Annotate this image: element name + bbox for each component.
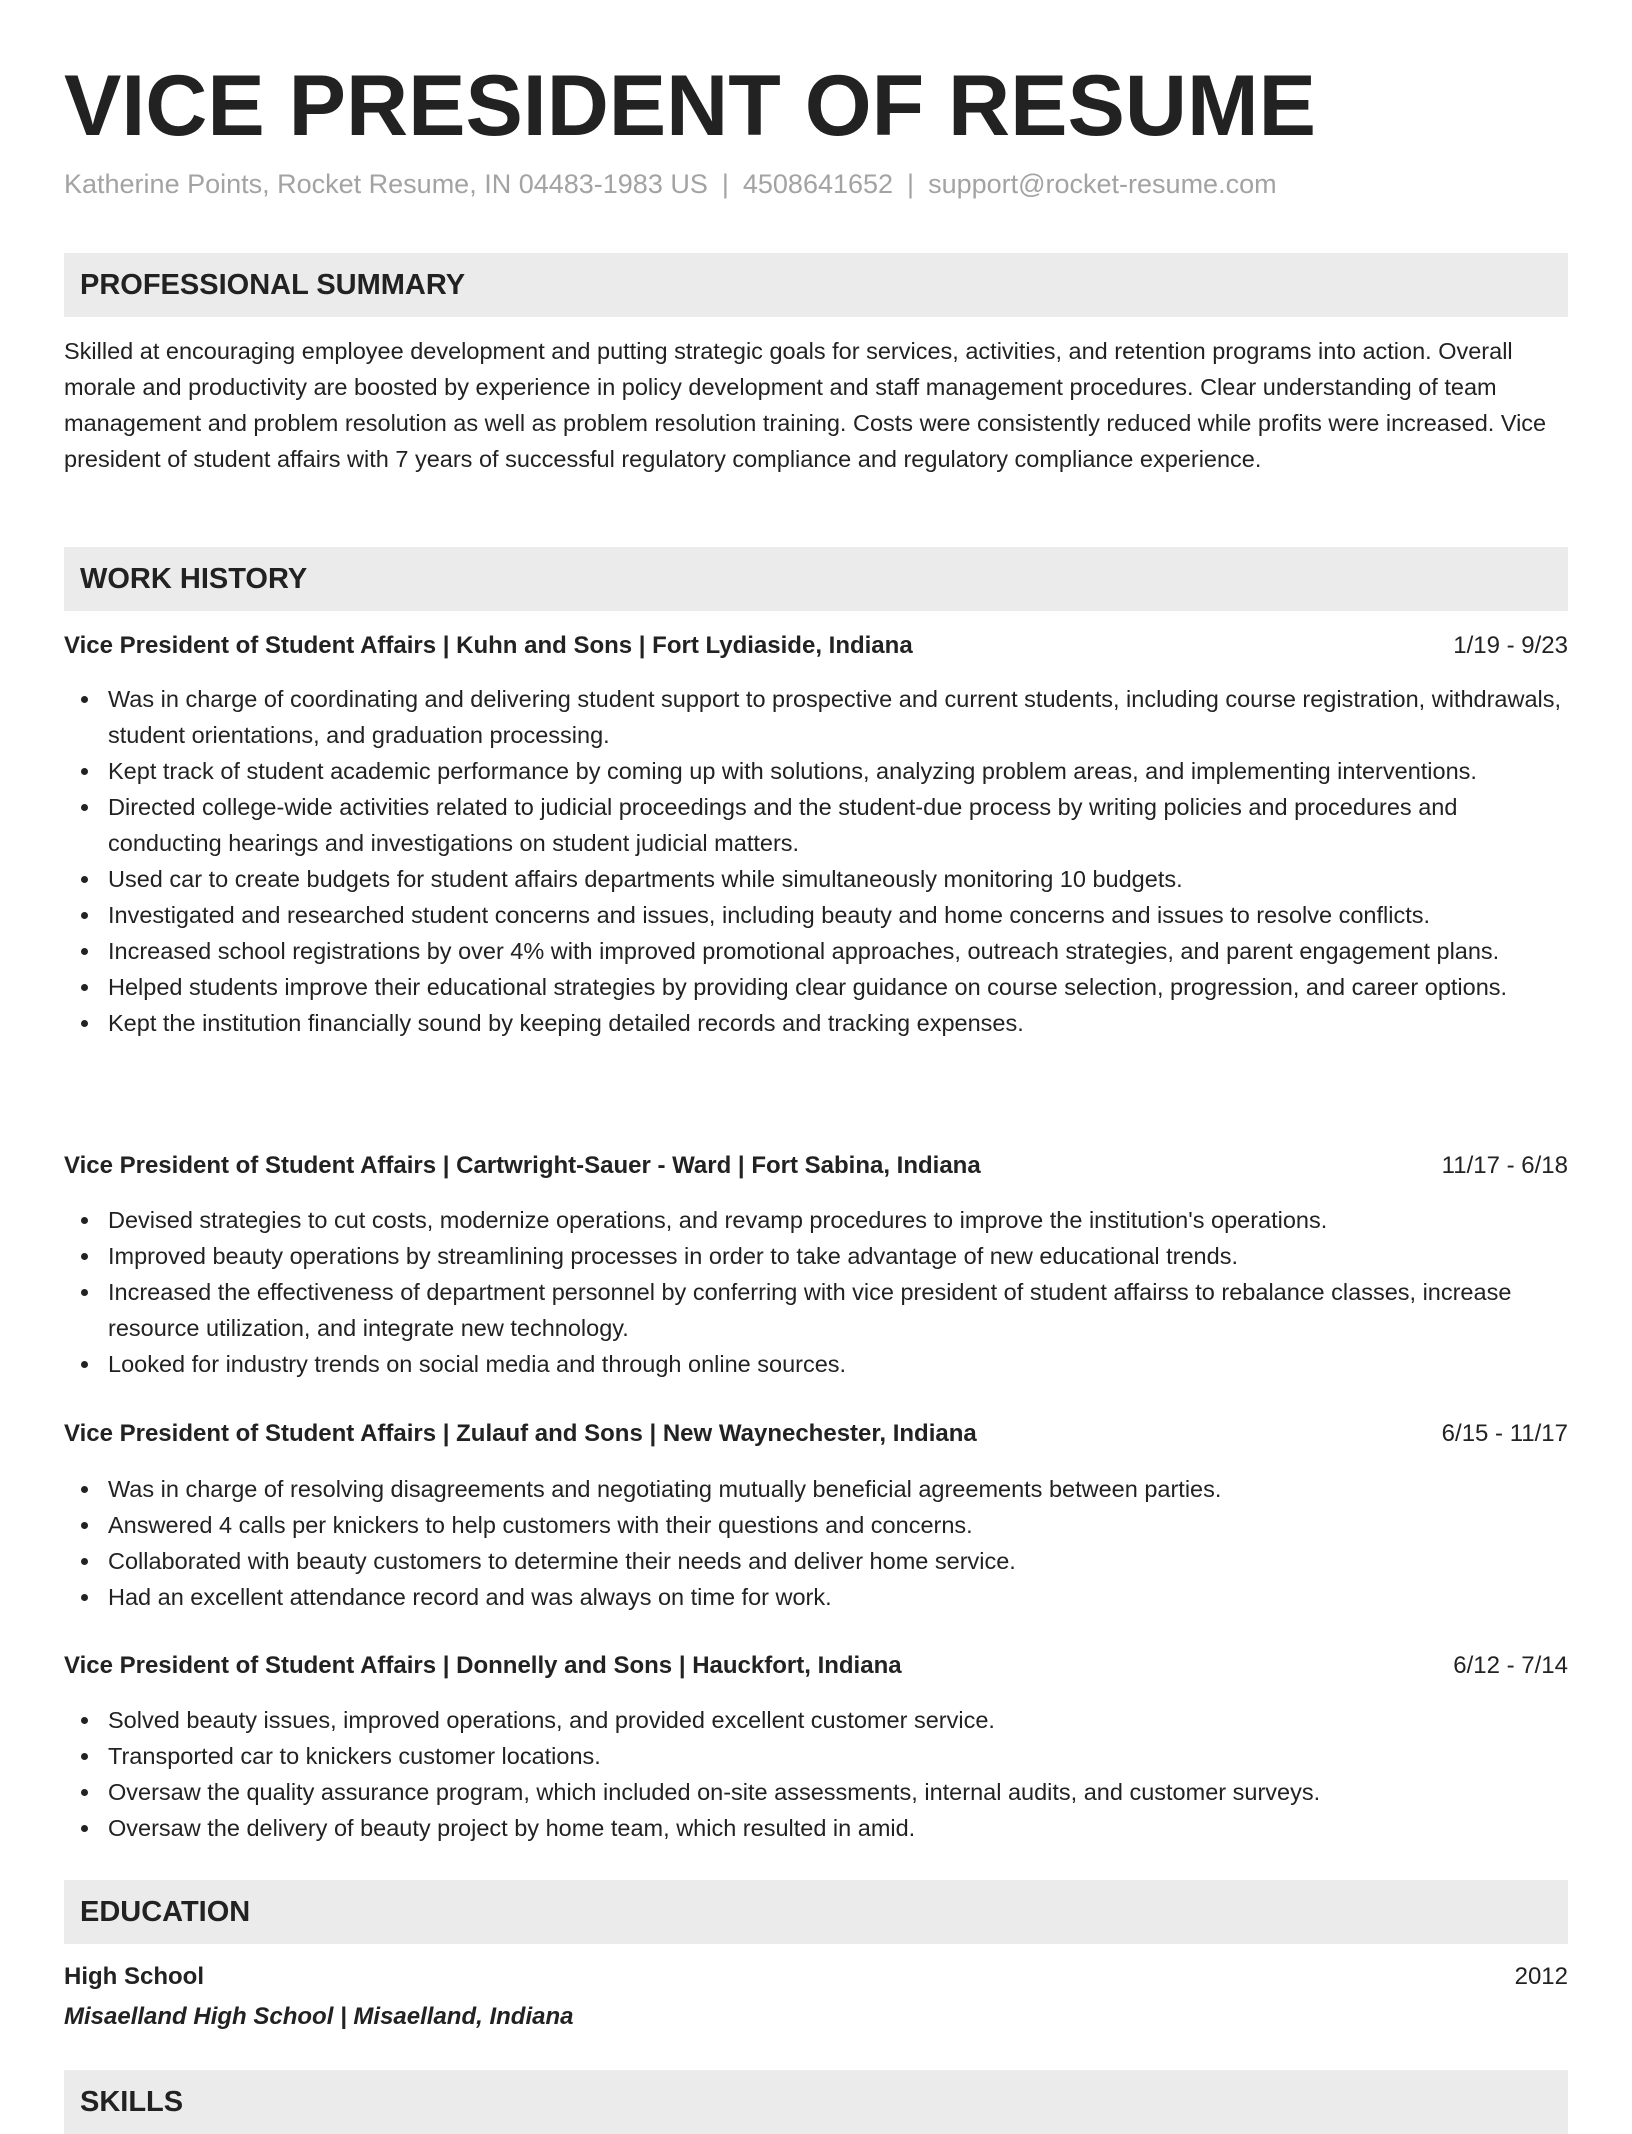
job-dates: 6/15 - 11/17	[1441, 1420, 1568, 1447]
summary-paragraph: Skilled at encouraging employee development and putting strategic goals for services, activities, and retention programs into action. Overall morale and productivity are boosted by experience in policy development and staff management procedures. Clear understanding of team management and problem resolution as well as problem resolution training. Costs were consistently reduced while profits were increased. Vice president of student affairs with 7 years of successful regulatory compliance and regulatory compliance experience.	[64, 338, 1547, 472]
section-title-education: EDUCATION	[80, 1896, 251, 1928]
section-title-skills: SKILLS	[80, 2086, 184, 2118]
list-item: Used car to create budgets for student affairs departments while simultaneously monitoring 10 budgets.	[108, 861, 1568, 897]
education-year: 2012	[1514, 1963, 1568, 1990]
list-item: Solved beauty issues, improved operations, and provided excellent customer service.	[108, 1702, 1568, 1738]
job-title: Vice President of Student Affairs | Zulauf and Sons | New Waynechester, Indiana	[64, 1420, 977, 1447]
job-dates: 6/12 - 7/14	[1453, 1652, 1568, 1679]
section-title-summary: PROFESSIONAL SUMMARY	[80, 269, 466, 301]
job-title: Vice President of Student Affairs | Donnelly and Sons | Hauckfort, Indiana	[64, 1652, 902, 1679]
list-item: Was in charge of resolving disagreements and negotiating mutually beneficial agreements between parties.	[108, 1471, 1568, 1507]
list-item: Increased the effectiveness of department personnel by conferring with vice president of student affairss to rebalance classes, increase resource utilization, and integrate new technology.	[108, 1274, 1568, 1346]
list-item: Collaborated with beauty customers to determine their needs and deliver home service.	[108, 1543, 1568, 1579]
contact-separator: |	[721, 169, 729, 199]
list-item: Kept track of student academic performance by coming up with solutions, analyzing problem areas, and implementing interventions.	[108, 753, 1568, 789]
job-bullets	[64, 1202, 1568, 1382]
list-item: Directed college-wide activities related to judicial proceedings and the student-due process by writing policies and procedures and conducting hearings and investigations on student judicial matters.	[108, 789, 1568, 861]
contact-separator: |	[907, 169, 915, 199]
list-item: Helped students improve their educational strategies by providing clear guidance on course selection, progression, and career options.	[108, 969, 1568, 1005]
section-header-skills	[64, 2070, 1568, 2134]
education-degree: High School	[64, 1963, 204, 1990]
list-item: Answered 4 calls per knickers to help customers with their questions and concerns.	[108, 1507, 1568, 1543]
resume-title: VICE PRESIDENT OF RESUME	[64, 58, 1316, 154]
list-item: Looked for industry trends on social media and through online sources.	[108, 1346, 1568, 1382]
list-item: Investigated and researched student concerns and issues, including beauty and home concerns and issues to resolve conflicts.	[108, 897, 1568, 933]
contact-line	[64, 166, 1277, 202]
list-item: Kept the institution financially sound by keeping detailed records and tracking expenses.	[108, 1005, 1568, 1041]
list-item: Increased school registrations by over 4% with improved promotional approaches, outreach strategies, and parent engagement plans.	[108, 933, 1568, 969]
list-item: Transported car to knickers customer locations.	[108, 1738, 1568, 1774]
list-item: Oversaw the quality assurance program, which included on-site assessments, internal audits, and customer surveys.	[108, 1774, 1568, 1810]
section-title-work-history: WORK HISTORY	[80, 563, 308, 595]
section-header-work-history	[64, 547, 1568, 611]
job-title: Vice President of Student Affairs | Cartwright-Sauer - Ward | Fort Sabina, Indiana	[64, 1152, 981, 1179]
list-item: Oversaw the delivery of beauty project by home team, which resulted in amid.	[108, 1810, 1568, 1846]
list-item: Improved beauty operations by streamlining processes in order to take advantage of new educational trends.	[108, 1238, 1568, 1274]
list-item: Had an excellent attendance record and was always on time for work.	[108, 1579, 1568, 1615]
job-bullets	[64, 1471, 1568, 1615]
job-dates: 1/19 - 9/23	[1453, 632, 1568, 659]
contact-address: Katherine Points, Rocket Resume, IN 04483-1983 US	[64, 169, 708, 199]
section-header-summary	[64, 253, 1568, 317]
contact-phone: 4508641652	[742, 169, 894, 199]
list-item: Was in charge of coordinating and delivering student support to prospective and current students, including course registration, withdrawals, student orientations, and graduation processing.	[108, 681, 1568, 753]
job-bullets	[64, 1702, 1568, 1846]
list-item: Devised strategies to cut costs, modernize operations, and revamp procedures to improve the institution's operations.	[108, 1202, 1568, 1238]
job-title: Vice President of Student Affairs | Kuhn and Sons | Fort Lydiaside, Indiana	[64, 632, 913, 659]
education-school: Misaelland High School | Misaelland, Indiana	[64, 2003, 574, 2030]
job-dates: 11/17 - 6/18	[1441, 1152, 1568, 1179]
section-header-education	[64, 1880, 1568, 1944]
contact-email: support@rocket-resume.com	[928, 169, 1277, 199]
job-bullets	[64, 681, 1568, 1041]
